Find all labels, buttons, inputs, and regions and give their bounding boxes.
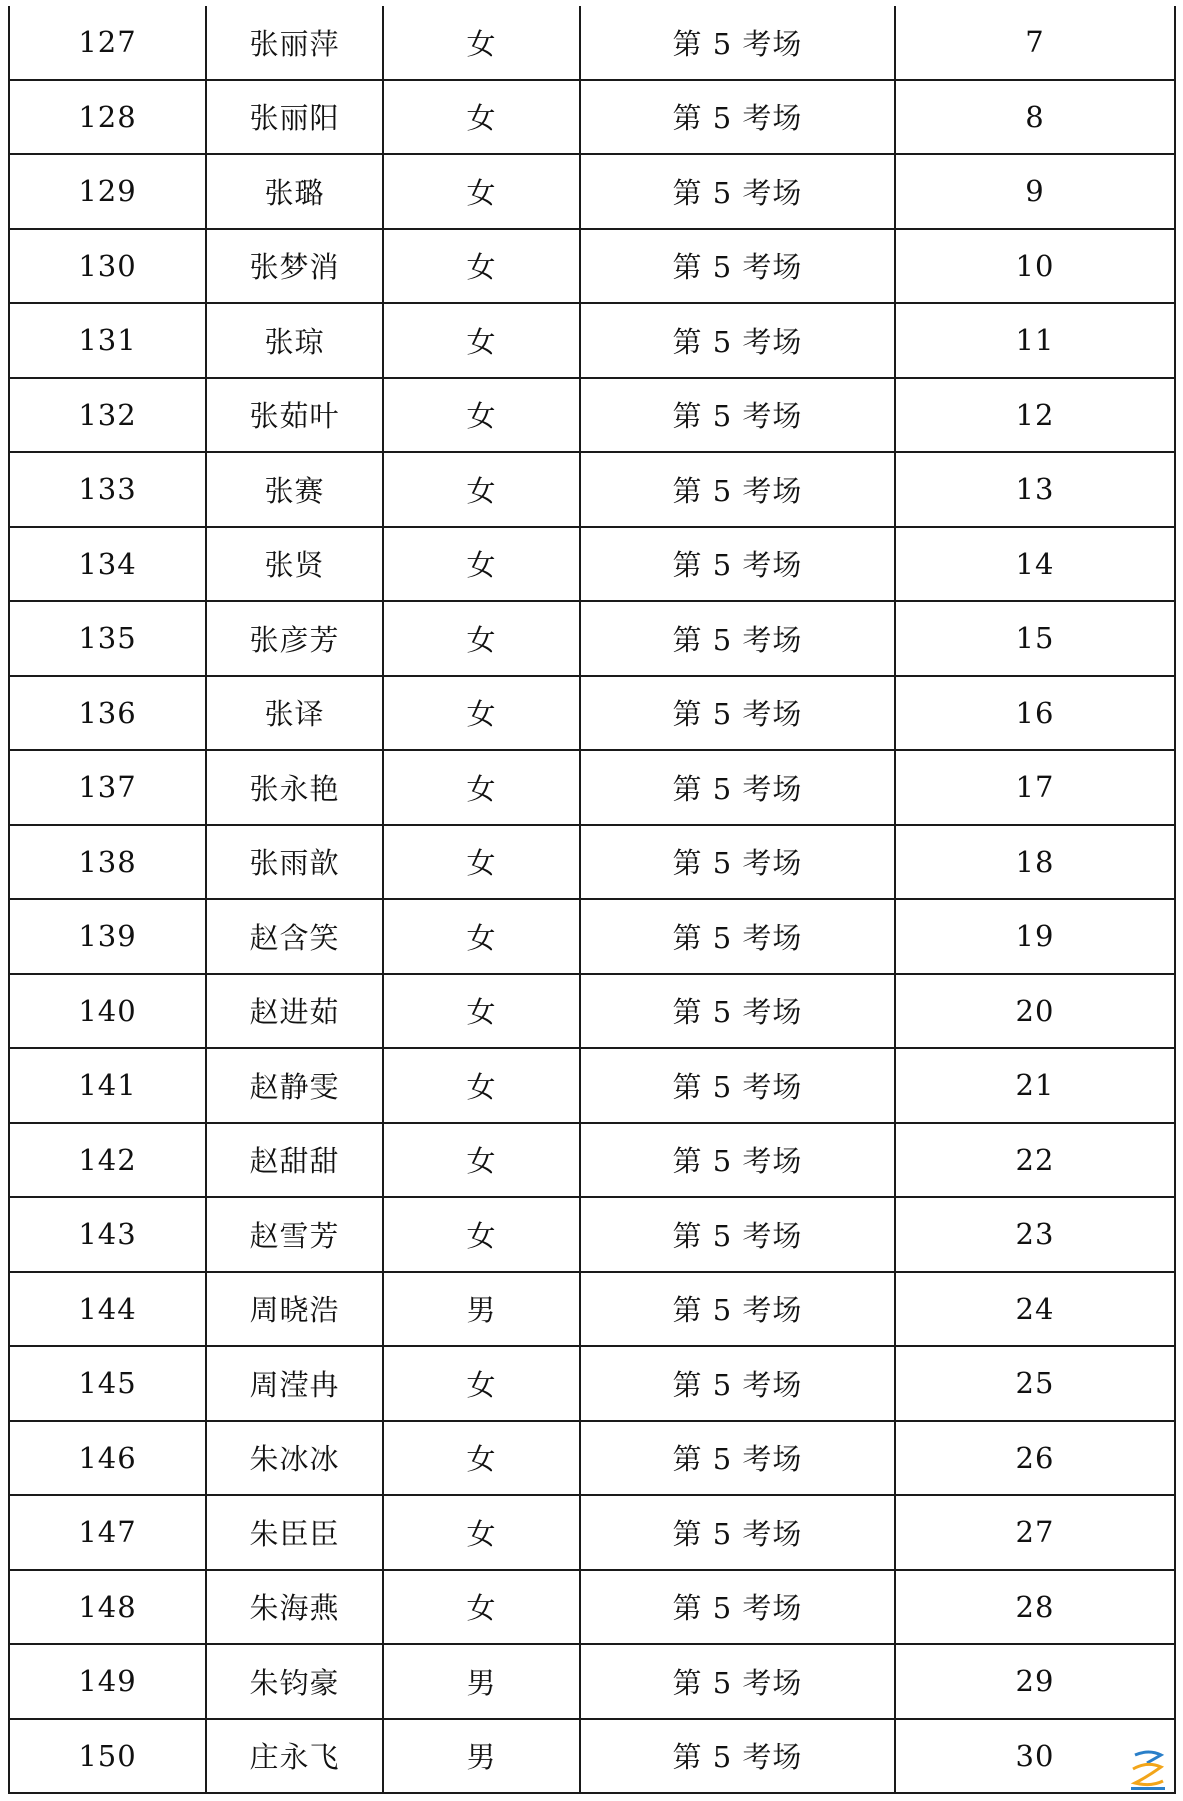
table-row: [9, 80, 1175, 155]
cell-name: 周滢冉: [206, 1346, 383, 1421]
cell-number: 132: [9, 378, 206, 453]
cell-gender: 女: [383, 974, 580, 1049]
cell-gender: 女: [383, 229, 580, 304]
table-row: [9, 974, 1175, 1049]
cell-exam-room: 第 5 考场: [580, 1570, 895, 1645]
cell-number: 133: [9, 452, 206, 527]
table-row: [9, 1421, 1175, 1496]
cell-seat-number: 8: [895, 80, 1175, 155]
cell-name: 张雨歆: [206, 825, 383, 900]
table-row: [9, 1644, 1175, 1719]
cell-gender: 男: [383, 1272, 580, 1347]
cell-name: 张璐: [206, 154, 383, 229]
cell-name: 张梦消: [206, 229, 383, 304]
cell-exam-room: 第 5 考场: [580, 229, 895, 304]
table-row: [9, 1495, 1175, 1570]
cell-name: 赵甜甜: [206, 1123, 383, 1198]
table-row: [9, 676, 1175, 751]
cell-number: 138: [9, 825, 206, 900]
cell-number: 142: [9, 1123, 206, 1198]
cell-number: 129: [9, 154, 206, 229]
cell-number: 149: [9, 1644, 206, 1719]
cell-gender: 男: [383, 1719, 580, 1794]
cell-exam-room: 第 5 考场: [580, 303, 895, 378]
table-row: [9, 1272, 1175, 1347]
cell-number: 141: [9, 1048, 206, 1123]
cell-seat-number: 29: [895, 1644, 1175, 1719]
table-row: [9, 1570, 1175, 1645]
cell-gender: 女: [383, 1197, 580, 1272]
table-row: [9, 527, 1175, 602]
cell-name: 朱钧豪: [206, 1644, 383, 1719]
table-row: [9, 750, 1175, 825]
cell-gender: 女: [383, 1048, 580, 1123]
cell-seat-number: 28: [895, 1570, 1175, 1645]
cell-gender: 女: [383, 825, 580, 900]
cell-seat-number: 17: [895, 750, 1175, 825]
cell-name: 张彦芳: [206, 601, 383, 676]
cell-seat-number: 27: [895, 1495, 1175, 1570]
cell-number: 139: [9, 899, 206, 974]
cell-gender: 女: [383, 80, 580, 155]
cell-number: 144: [9, 1272, 206, 1347]
cell-seat-number: 25: [895, 1346, 1175, 1421]
cell-exam-room: 第 5 考场: [580, 825, 895, 900]
cell-seat-number: 23: [895, 1197, 1175, 1272]
cell-gender: 女: [383, 527, 580, 602]
cell-exam-room: 第 5 考场: [580, 676, 895, 751]
cell-number: 145: [9, 1346, 206, 1421]
table-row: [9, 154, 1175, 229]
table-row: [9, 825, 1175, 900]
table-row: [9, 1719, 1175, 1794]
cell-exam-room: 第 5 考场: [580, 378, 895, 453]
cell-seat-number: 11: [895, 303, 1175, 378]
cell-name: 张赛: [206, 452, 383, 527]
cell-seat-number: 13: [895, 452, 1175, 527]
cell-gender: 女: [383, 154, 580, 229]
cell-seat-number: 30: [895, 1719, 1175, 1794]
cell-seat-number: 26: [895, 1421, 1175, 1496]
cell-exam-room: 第 5 考场: [580, 80, 895, 155]
cell-gender: 女: [383, 6, 580, 80]
cell-name: 张永艳: [206, 750, 383, 825]
cell-name: 赵雪芳: [206, 1197, 383, 1272]
cell-seat-number: 20: [895, 974, 1175, 1049]
cell-number: 127: [9, 6, 206, 80]
cell-exam-room: 第 5 考场: [580, 974, 895, 1049]
cell-seat-number: 9: [895, 154, 1175, 229]
cell-name: 张丽萍: [206, 6, 383, 80]
cell-seat-number: 22: [895, 1123, 1175, 1198]
cell-number: 143: [9, 1197, 206, 1272]
cell-seat-number: 21: [895, 1048, 1175, 1123]
cell-gender: 女: [383, 750, 580, 825]
cell-exam-room: 第 5 考场: [580, 1048, 895, 1123]
cell-exam-room: 第 5 考场: [580, 750, 895, 825]
cell-gender: 男: [383, 1644, 580, 1719]
site-logo-icon: [1127, 1747, 1169, 1793]
cell-exam-room: 第 5 考场: [580, 601, 895, 676]
cell-name: 朱臣臣: [206, 1495, 383, 1570]
cell-name: 张琼: [206, 303, 383, 378]
cell-exam-room: 第 5 考场: [580, 6, 895, 80]
cell-name: 赵进茹: [206, 974, 383, 1049]
cell-number: 147: [9, 1495, 206, 1570]
cell-name: 周晓浩: [206, 1272, 383, 1347]
cell-exam-room: 第 5 考场: [580, 527, 895, 602]
cell-seat-number: 18: [895, 825, 1175, 900]
cell-name: 赵静雯: [206, 1048, 383, 1123]
cell-number: 131: [9, 303, 206, 378]
cell-exam-room: 第 5 考场: [580, 1272, 895, 1347]
cell-gender: 女: [383, 601, 580, 676]
cell-gender: 女: [383, 1346, 580, 1421]
cell-name: 张茹叶: [206, 378, 383, 453]
cell-name: 张译: [206, 676, 383, 751]
cell-seat-number: 10: [895, 229, 1175, 304]
cell-exam-room: 第 5 考场: [580, 154, 895, 229]
cell-name: 庄永飞: [206, 1719, 383, 1794]
cell-seat-number: 7: [895, 6, 1175, 80]
cell-gender: 女: [383, 1570, 580, 1645]
cell-gender: 女: [383, 676, 580, 751]
table-row: [9, 1048, 1175, 1123]
cell-exam-room: 第 5 考场: [580, 1197, 895, 1272]
cell-seat-number: 24: [895, 1272, 1175, 1347]
cell-number: 134: [9, 527, 206, 602]
candidate-table-body: [9, 6, 1175, 1793]
cell-exam-room: 第 5 考场: [580, 1123, 895, 1198]
cell-gender: 女: [383, 1421, 580, 1496]
cell-number: 130: [9, 229, 206, 304]
cell-name: 张丽阳: [206, 80, 383, 155]
cell-number: 146: [9, 1421, 206, 1496]
cell-name: 赵含笑: [206, 899, 383, 974]
cell-exam-room: 第 5 考场: [580, 1346, 895, 1421]
cell-seat-number: 19: [895, 899, 1175, 974]
table-row: [9, 1123, 1175, 1198]
cell-seat-number: 14: [895, 527, 1175, 602]
cell-number: 140: [9, 974, 206, 1049]
cell-number: 128: [9, 80, 206, 155]
cell-number: 137: [9, 750, 206, 825]
table-row: [9, 601, 1175, 676]
cell-number: 150: [9, 1719, 206, 1794]
cell-name: 张贤: [206, 527, 383, 602]
cell-exam-room: 第 5 考场: [580, 1495, 895, 1570]
candidate-table: [8, 6, 1176, 1794]
cell-number: 148: [9, 1570, 206, 1645]
table-row: [9, 899, 1175, 974]
cell-exam-room: 第 5 考场: [580, 1421, 895, 1496]
table-row: [9, 6, 1175, 80]
cell-seat-number: 16: [895, 676, 1175, 751]
table-row: [9, 1346, 1175, 1421]
cell-exam-room: 第 5 考场: [580, 1719, 895, 1794]
cell-exam-room: 第 5 考场: [580, 1644, 895, 1719]
cell-gender: 女: [383, 1495, 580, 1570]
cell-gender: 女: [383, 378, 580, 453]
table-row: [9, 452, 1175, 527]
table-row: [9, 1197, 1175, 1272]
cell-seat-number: 15: [895, 601, 1175, 676]
cell-gender: 女: [383, 303, 580, 378]
cell-seat-number: 12: [895, 378, 1175, 453]
cell-exam-room: 第 5 考场: [580, 452, 895, 527]
cell-gender: 女: [383, 1123, 580, 1198]
table-row: [9, 378, 1175, 453]
table-row: [9, 229, 1175, 304]
cell-exam-room: 第 5 考场: [580, 899, 895, 974]
cell-number: 136: [9, 676, 206, 751]
cell-name: 朱海燕: [206, 1570, 383, 1645]
cell-gender: 女: [383, 899, 580, 974]
cell-gender: 女: [383, 452, 580, 527]
cell-name: 朱冰冰: [206, 1421, 383, 1496]
table-row: [9, 303, 1175, 378]
cell-number: 135: [9, 601, 206, 676]
